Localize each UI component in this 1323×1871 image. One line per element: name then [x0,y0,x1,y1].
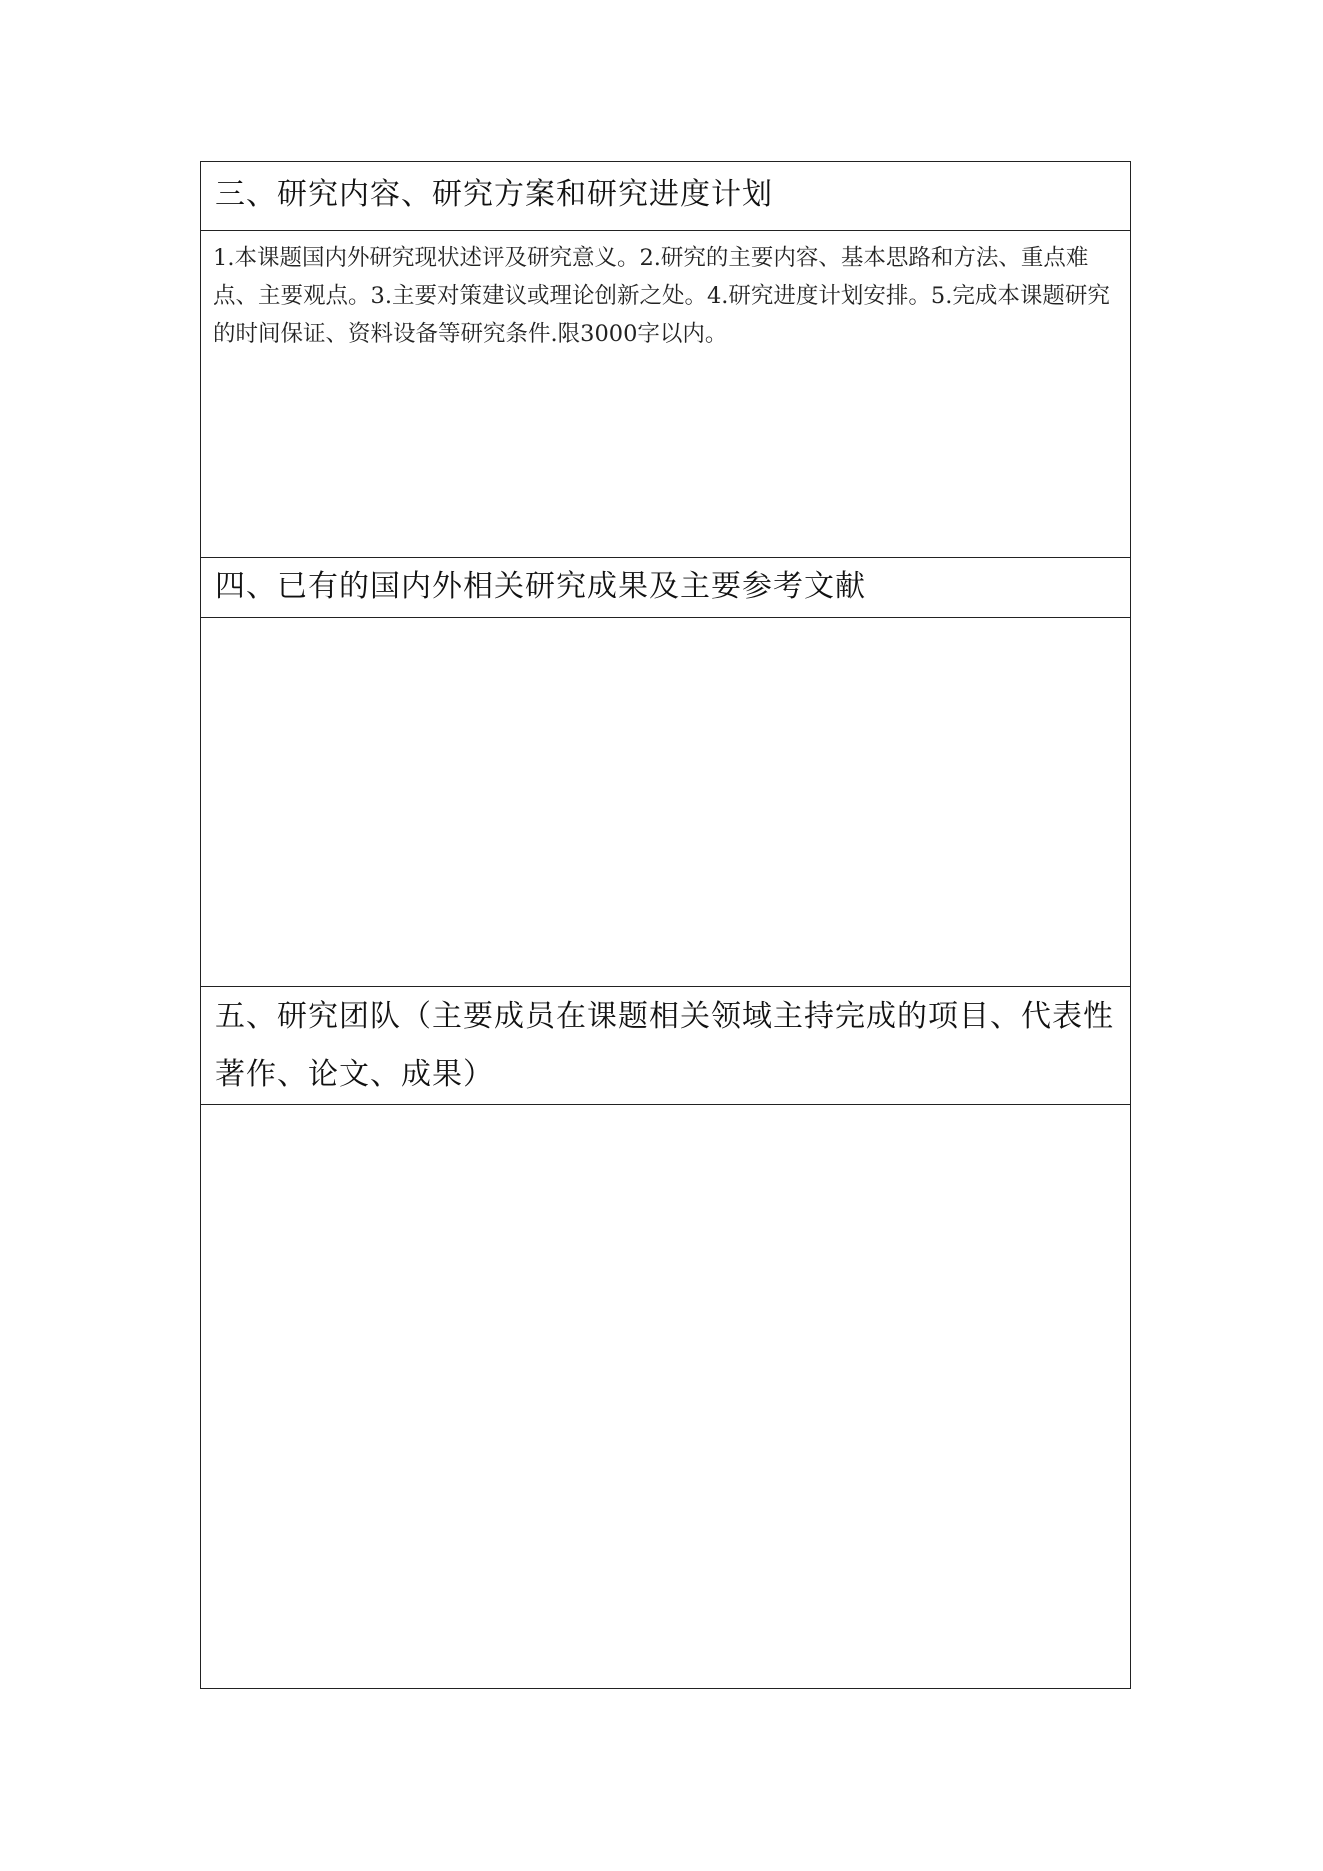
section-4-title: 四、已有的国内外相关研究成果及主要参考文献 [201,558,1130,618]
section-5-title: 五、研究团队（主要成员在课题相关领域主持完成的项目、代表性著作、论文、成果） [201,987,1130,1105]
section-4-content-area[interactable] [201,618,1130,987]
section-3-content-area[interactable]: 1.本课题国内外研究现状述评及研究意义。2.研究的主要内容、基本思路和方法、重点难点、主要观点。3.主要对策建议或理论创新之处。4.研究进度计划安排。5.完成本课题研究的时间保证、资料设备等研究条件.限3000字以内。 [201,231,1130,558]
section-5-content-area[interactable] [201,1105,1130,1688]
section-3-title: 三、研究内容、研究方案和研究进度计划 [201,162,1130,231]
application-form-table [200,161,1131,1689]
